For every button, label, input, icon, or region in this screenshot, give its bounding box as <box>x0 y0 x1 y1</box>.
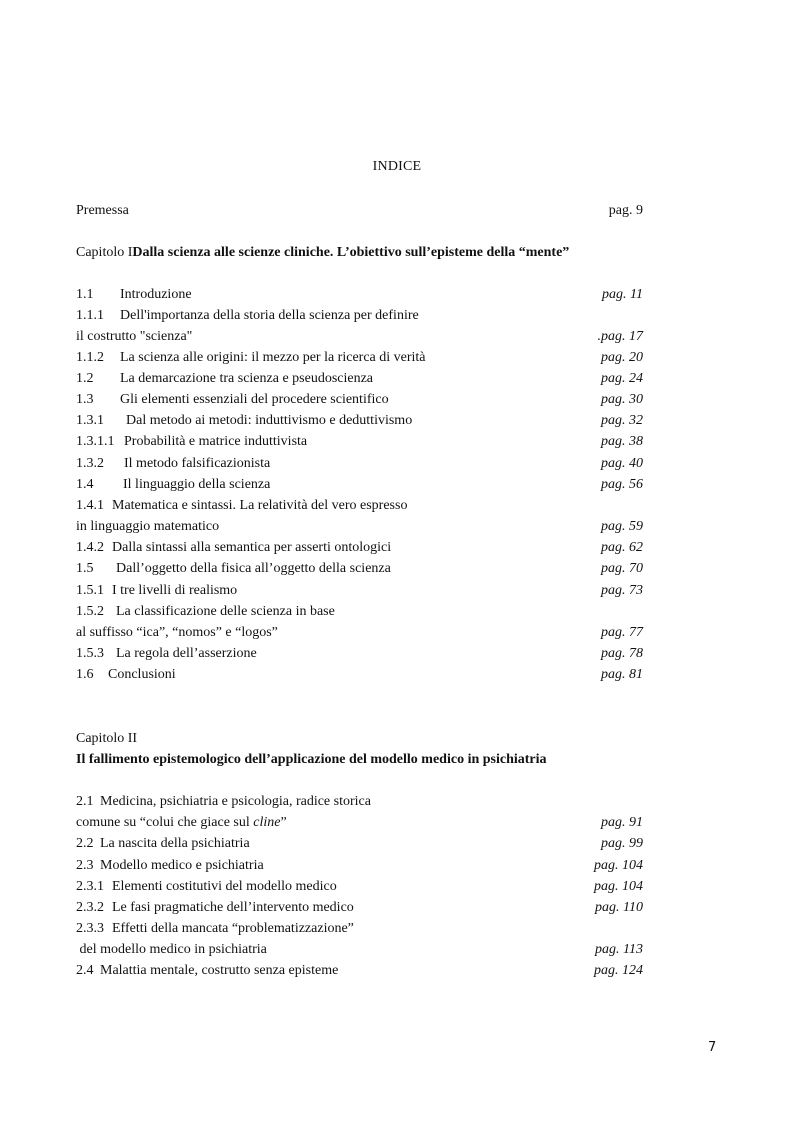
entry-number: 1.6 <box>76 667 94 682</box>
entry-title: Dalla sintassi alla semantica per asserti ontologici <box>112 540 392 555</box>
entry-page: pag. 24 <box>601 371 643 386</box>
entry-title-part: comune su “colui che giace sul <box>76 815 254 830</box>
entry-title: Dall’oggetto della fisica all’oggetto della scienza <box>116 561 391 576</box>
entry-title: I tre livelli di realismo <box>112 583 238 598</box>
premessa-page: pag. 9 <box>608 203 643 218</box>
entry-page: pag. 38 <box>601 434 643 449</box>
entry-number: 2.4 <box>76 963 94 978</box>
entry-number: 2.3.1 <box>76 879 104 894</box>
toc-entry-1-2 <box>76 369 643 389</box>
chapter-1-heading <box>76 243 643 263</box>
entry-title: Conclusioni <box>108 667 176 682</box>
entry-number: 1.1 <box>76 287 94 302</box>
toc-entry-2-3-3-cont <box>76 940 643 960</box>
toc-entry-1-4-1 <box>76 496 643 516</box>
entry-number: 1.5.1 <box>76 583 104 598</box>
entry-title: Dal metodo ai metodi: induttivismo e deduttivismo <box>126 413 413 428</box>
entry-page: pag. 104 <box>594 879 643 894</box>
entry-page: pag. 11 <box>602 287 643 302</box>
entry-number: 1.1.2 <box>76 350 104 365</box>
entry-title: La classificazione delle scienza in base <box>116 604 335 619</box>
entry-title: La demarcazione tra scienza e pseudoscienza <box>120 371 374 386</box>
entry-page: .pag. 17 <box>597 329 643 344</box>
toc-entry-1-5-1 <box>76 581 643 601</box>
entry-title-part: ” <box>280 815 287 830</box>
entry-title: Malattia mentale, costrutto senza episteme <box>100 963 339 978</box>
toc-entry-2-3-3 <box>76 919 643 939</box>
premessa-entry <box>76 201 643 221</box>
entry-page: pag. 73 <box>601 583 643 598</box>
chapter-2-title: Il fallimento epistemologico dell’applicazione del modello medico in psichiatria <box>76 752 547 767</box>
entry-page: pag. 40 <box>601 456 643 471</box>
entry-page: pag. 56 <box>601 477 643 492</box>
toc-entry-1-6 <box>76 665 643 685</box>
entry-page: pag. 70 <box>601 561 643 576</box>
entry-page: pag. 91 <box>601 815 643 830</box>
chapter-2-prefix: Capitolo II <box>76 731 138 746</box>
entry-page: pag. 110 <box>595 900 643 915</box>
entry-number: 2.1 <box>76 794 94 809</box>
toc-entry-2-3-2 <box>76 898 643 918</box>
entry-number: 1.3.1.1 <box>76 434 115 449</box>
entry-title: Elementi costitutivi del modello medico <box>112 879 337 894</box>
toc-entry-2-3 <box>76 856 643 876</box>
toc-entry-1-5-2-cont <box>76 623 643 643</box>
entry-title-italic: cline <box>253 815 281 830</box>
entry-page: pag. 77 <box>601 625 643 640</box>
entry-number: 1.3.2 <box>76 456 104 471</box>
entry-page: pag. 81 <box>601 667 643 682</box>
entry-title: La nascita della psichiatria <box>100 836 250 851</box>
entry-title: La scienza alle origini: il mezzo per la ricerca di verità <box>120 350 426 365</box>
entry-title: Il linguaggio della scienza <box>123 477 271 492</box>
entry-title: in linguaggio matematico <box>76 519 220 534</box>
toc-entry-1-1-1-cont <box>76 327 643 347</box>
entry-number: 1.4 <box>76 477 94 492</box>
entry-number: 1.4.1 <box>76 498 104 513</box>
toc-entry-1-5-2 <box>76 602 643 622</box>
toc-entry-1-3-1 <box>76 411 643 431</box>
toc-entry-1-1-1 <box>76 306 643 326</box>
entry-page: pag. 113 <box>595 942 643 957</box>
toc-entry-1-4-2 <box>76 538 643 558</box>
entry-title: Introduzione <box>120 287 192 302</box>
chapter-1-title: Dalla scienza alle scienze cliniche. L’obiettivo sull’episteme della “mente” <box>132 245 570 260</box>
entry-number: 1.5.2 <box>76 604 104 619</box>
entry-title: Probabilità e matrice induttivista <box>124 434 308 449</box>
toc-entry-1-3-1-1 <box>76 432 643 452</box>
toc-entry-1-1 <box>76 285 643 305</box>
toc-entry-2-2 <box>76 834 643 854</box>
entry-page: pag. 30 <box>601 392 643 407</box>
toc-entry-2-1-cont <box>76 813 643 833</box>
entry-title: Dell'importanza della storia della scienza per definire <box>120 308 419 323</box>
toc-entry-1-4-1-cont <box>76 517 643 537</box>
entry-page: pag. 104 <box>594 858 643 873</box>
toc-entry-1-5 <box>76 559 643 579</box>
toc-entry-1-1-2 <box>76 348 643 368</box>
toc-entry-2-4 <box>76 961 643 981</box>
entry-page: pag. 124 <box>594 963 643 978</box>
entry-title: Medicina, psichiatria e psicologia, radice storica <box>100 794 371 809</box>
entry-number: 1.1.1 <box>76 308 104 323</box>
entry-page: pag. 78 <box>601 646 643 661</box>
entry-title: Matematica e sintassi. La relatività del vero espresso <box>112 498 408 513</box>
entry-page: pag. 62 <box>601 540 643 555</box>
entry-title: al suffisso “ica”, “nomos” e “logos” <box>76 625 278 640</box>
entry-title: Il metodo falsificazionista <box>124 456 271 471</box>
entry-title: Gli elementi essenziali del procedere scientifico <box>120 392 389 407</box>
entry-page: pag. 32 <box>601 413 643 428</box>
entry-title: del modello medico in psichiatria <box>76 942 267 957</box>
entry-number: 1.3.1 <box>76 413 104 428</box>
toc-entry-2-3-1 <box>76 877 643 897</box>
entry-number: 2.3 <box>76 858 94 873</box>
entry-title: Modello medico e psichiatria <box>100 858 264 873</box>
toc-entry-1-5-3 <box>76 644 643 664</box>
entry-title: Le fasi pragmatiche dell’intervento medico <box>112 900 354 915</box>
toc-entry-2-1 <box>76 792 643 812</box>
page-number: 7 <box>708 1040 717 1055</box>
entry-page: pag. 99 <box>601 836 643 851</box>
entry-number: 1.5.3 <box>76 646 104 661</box>
entry-number: 1.3 <box>76 392 94 407</box>
premessa-label: Premessa <box>76 203 129 218</box>
entry-page: pag. 59 <box>601 519 643 534</box>
toc-entry-1-4 <box>76 475 643 495</box>
entry-number: 2.2 <box>76 836 94 851</box>
entry-title: La regola dell’asserzione <box>116 646 257 661</box>
toc-entry-1-3 <box>76 390 643 410</box>
entry-number: 2.3.3 <box>76 921 104 936</box>
chapter-1-prefix: Capitolo I <box>76 245 133 260</box>
entry-page: pag. 20 <box>601 350 643 365</box>
entry-number: 2.3.2 <box>76 900 104 915</box>
entry-number: 1.5 <box>76 561 94 576</box>
entry-title: Effetti della mancata “problematizzazione” <box>112 921 354 936</box>
entry-title: il costrutto "scienza" <box>76 329 193 344</box>
page-title: INDICE <box>372 159 422 174</box>
toc-entry-1-3-2 <box>76 454 643 474</box>
entry-number: 1.4.2 <box>76 540 104 555</box>
entry-number: 1.2 <box>76 371 94 386</box>
